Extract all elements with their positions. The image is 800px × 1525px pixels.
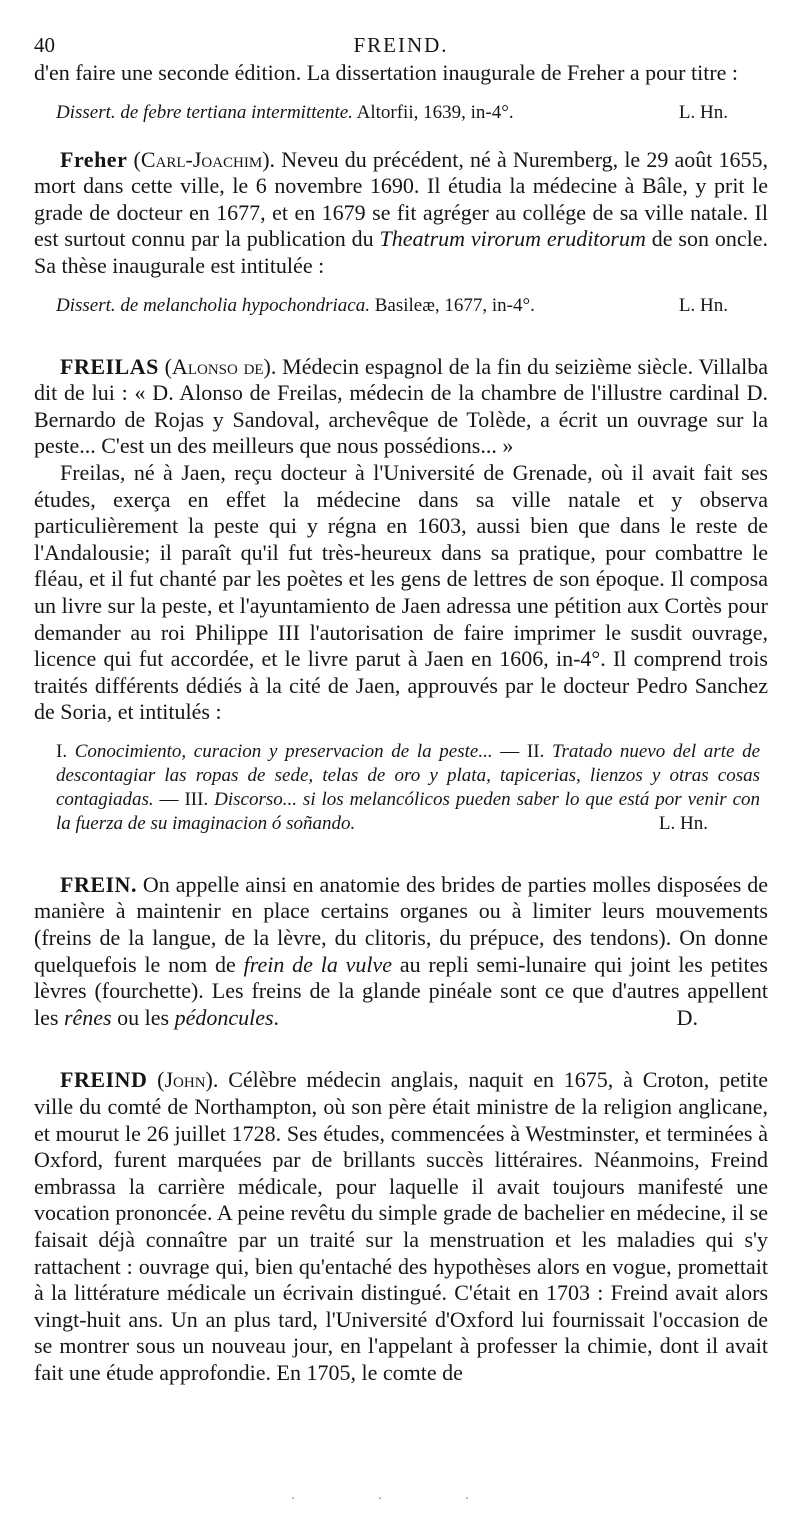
entry-name: (John).	[157, 1067, 219, 1093]
bibliographic-reference	[56, 101, 728, 125]
entry-freind	[34, 1067, 768, 1386]
bibliographic-reference	[56, 294, 728, 318]
entry-name: (Carl-Joachim).	[133, 146, 276, 172]
reference-author: L. Hn.	[658, 812, 708, 834]
running-title: FREIND.	[353, 33, 449, 57]
entry-term: pédoncules	[174, 1004, 274, 1030]
page-number: 40	[34, 33, 55, 57]
reference-title: Conocimiento, curacion y preservacion de la peste...	[74, 740, 493, 762]
entry-name: (Alonso de).	[164, 353, 277, 379]
entry-text: Neveu du précédent, né à Nuremberg, le 29 août 1655, mort dans cette ville, le 6 novembre 1690. Il étudia la médecine à Bâle, y prit le grade de docteur en 1677, et en 1679 se fit agréger au collége de sa ville natale. Il est surtout connu par la publication du	[34, 146, 769, 252]
entry-headword: FREIND	[60, 1067, 148, 1093]
entry-text: Célèbre médecin anglais, naquit en 1675, à Croton, petite ville du comté de Northampton, où son père était ministre de la religion anglicane, et mourut le 26 juillet 1728. Ses études, commencées à Westminster, et terminées à Oxford, furent marquées par de brillants succès littéraires. Néanmoins, Freind embrassa la carrière médicale, pour laquelle il avait toujours manifesté une vocation prononcée. A peine revêtu du simple grade de bachelier en médecine, il se faisait déjà connaître par un traité sur la menstruation et les maladies qui s'y rattachent : ouvrage qui, bien qu'entaché des hypothèses alors en vogue, promettait à la littérature médicale un écrivain distingué. C'était en 1703 : Freind avait alors vingt-huit ans. Un an plus tard, l'Université d'Oxford lui fournissait l'occasion de se montrer sous un nouveau jour, en l'appelant à professer la chimie, dont il avait fait une étude approfondie. En 1705, le comte de	[34, 1067, 768, 1385]
reference-details: Basileæ, 1677, in-4°.	[369, 294, 535, 316]
entry-frein	[34, 872, 768, 1032]
entry-text: de son oncle. Sa thèse inaugurale est intitulée :	[34, 226, 768, 278]
reference-author: L. Hn.	[678, 101, 728, 123]
reference-title: Dissert. de febre tertiana intermittente.	[56, 101, 353, 123]
reference-title: Dissert. de melancholia hypochondriaca.	[56, 294, 370, 316]
reference-title: Tratado nuevo del arte de descontagiar las ropas de sede, telas de oro y plata, tapicerias, lienzos y otras cosas contagiadas.	[56, 740, 761, 810]
entry-headword: Freher	[60, 146, 128, 172]
intro-paragraph: d'en faire une seconde édition. La dissertation inaugurale de Freher a pour titre :	[34, 60, 739, 85]
document-page	[34, 30, 768, 1387]
entry-term: frein de la vulve	[243, 951, 393, 977]
entry-freilas	[34, 354, 768, 460]
entry-headword: FREILAS	[60, 353, 159, 379]
reference-details: Altorfii, 1639, in-4°.	[352, 101, 514, 123]
bibliographic-reference-list	[56, 740, 760, 836]
reference-author: L. Hn.	[678, 294, 728, 316]
entry-freilas-continued: Freilas, né à Jaen, reçu docteur à l'Université de Grenade, où il avait fait ses études, exerça en effet la médecine dans sa ville natale et y observa particulièrement la peste qui y régna en 1603, aussi bien que dans le reste de l'Andalousie; il paraît qu'il fut très-heureux dans sa pratique, pour combattre le fléau, et il fut chanté par les poètes et les gens de lettres de son époque. Il composa un livre sur la peste, et l'ayuntamiento de Jaen adressa une pétition aux Cortès pour demander au roi Philippe III l'autorisation de faire imprimer le susdit ouvrage, licence qui fut accordée, et le livre parut à Jaen en 1606, in-4°. Il comprend trois traités différents dédiés à la cité de Jaen, approuvés par le docteur Pedro Sanchez de Soria, et intitulés :	[34, 459, 768, 725]
running-header	[34, 30, 768, 60]
entry-text: ou les	[111, 1004, 175, 1030]
entry-text: .	[273, 1004, 280, 1030]
entry-term: rênes	[63, 1004, 112, 1030]
reference-part-number: — II.	[492, 740, 553, 762]
entry-headword: FREIN.	[60, 871, 137, 897]
entry-text: Médecin espagnol de la fin du seizième siècle. Villalba dit de lui : « D. Alonso de Freilas, médecin de la chambre de l'illustre cardinal D. Bernardo de Rojas y Sandoval, archevêque de Tolède, a écrit un ouvrage sur la peste... C'est un des meilleurs que nous possédions... »	[34, 353, 768, 459]
reference-title: Discorso... si los melancólicos pueden saber lo que está por venir con la fuerza de su imaginacion ó soñando.	[56, 788, 761, 834]
reference-part-number: — III.	[153, 788, 215, 810]
entry-italic-title: Theatrum virorum eruditorum	[379, 226, 646, 252]
author-signature: D.	[676, 1004, 698, 1030]
entry-freher	[34, 147, 768, 280]
entry-text: au repli semi-lunaire qui joint les petites lèvres (fourchette). Les freins de la glande pinéale sont ce que d'autres appellent les	[34, 951, 768, 1030]
footer-marks: . . .	[291, 1488, 509, 1503]
reference-part-number: I.	[56, 740, 75, 762]
entry-text: On appelle ainsi en anatomie des brides de parties molles disposées de manière à maintenir en place certains organes ou à limiter leurs mouvements (freins de la langue, de la lèvre, du clitoris, du prépuce, des tendons). On donne quelquefois le nom de	[34, 871, 768, 977]
